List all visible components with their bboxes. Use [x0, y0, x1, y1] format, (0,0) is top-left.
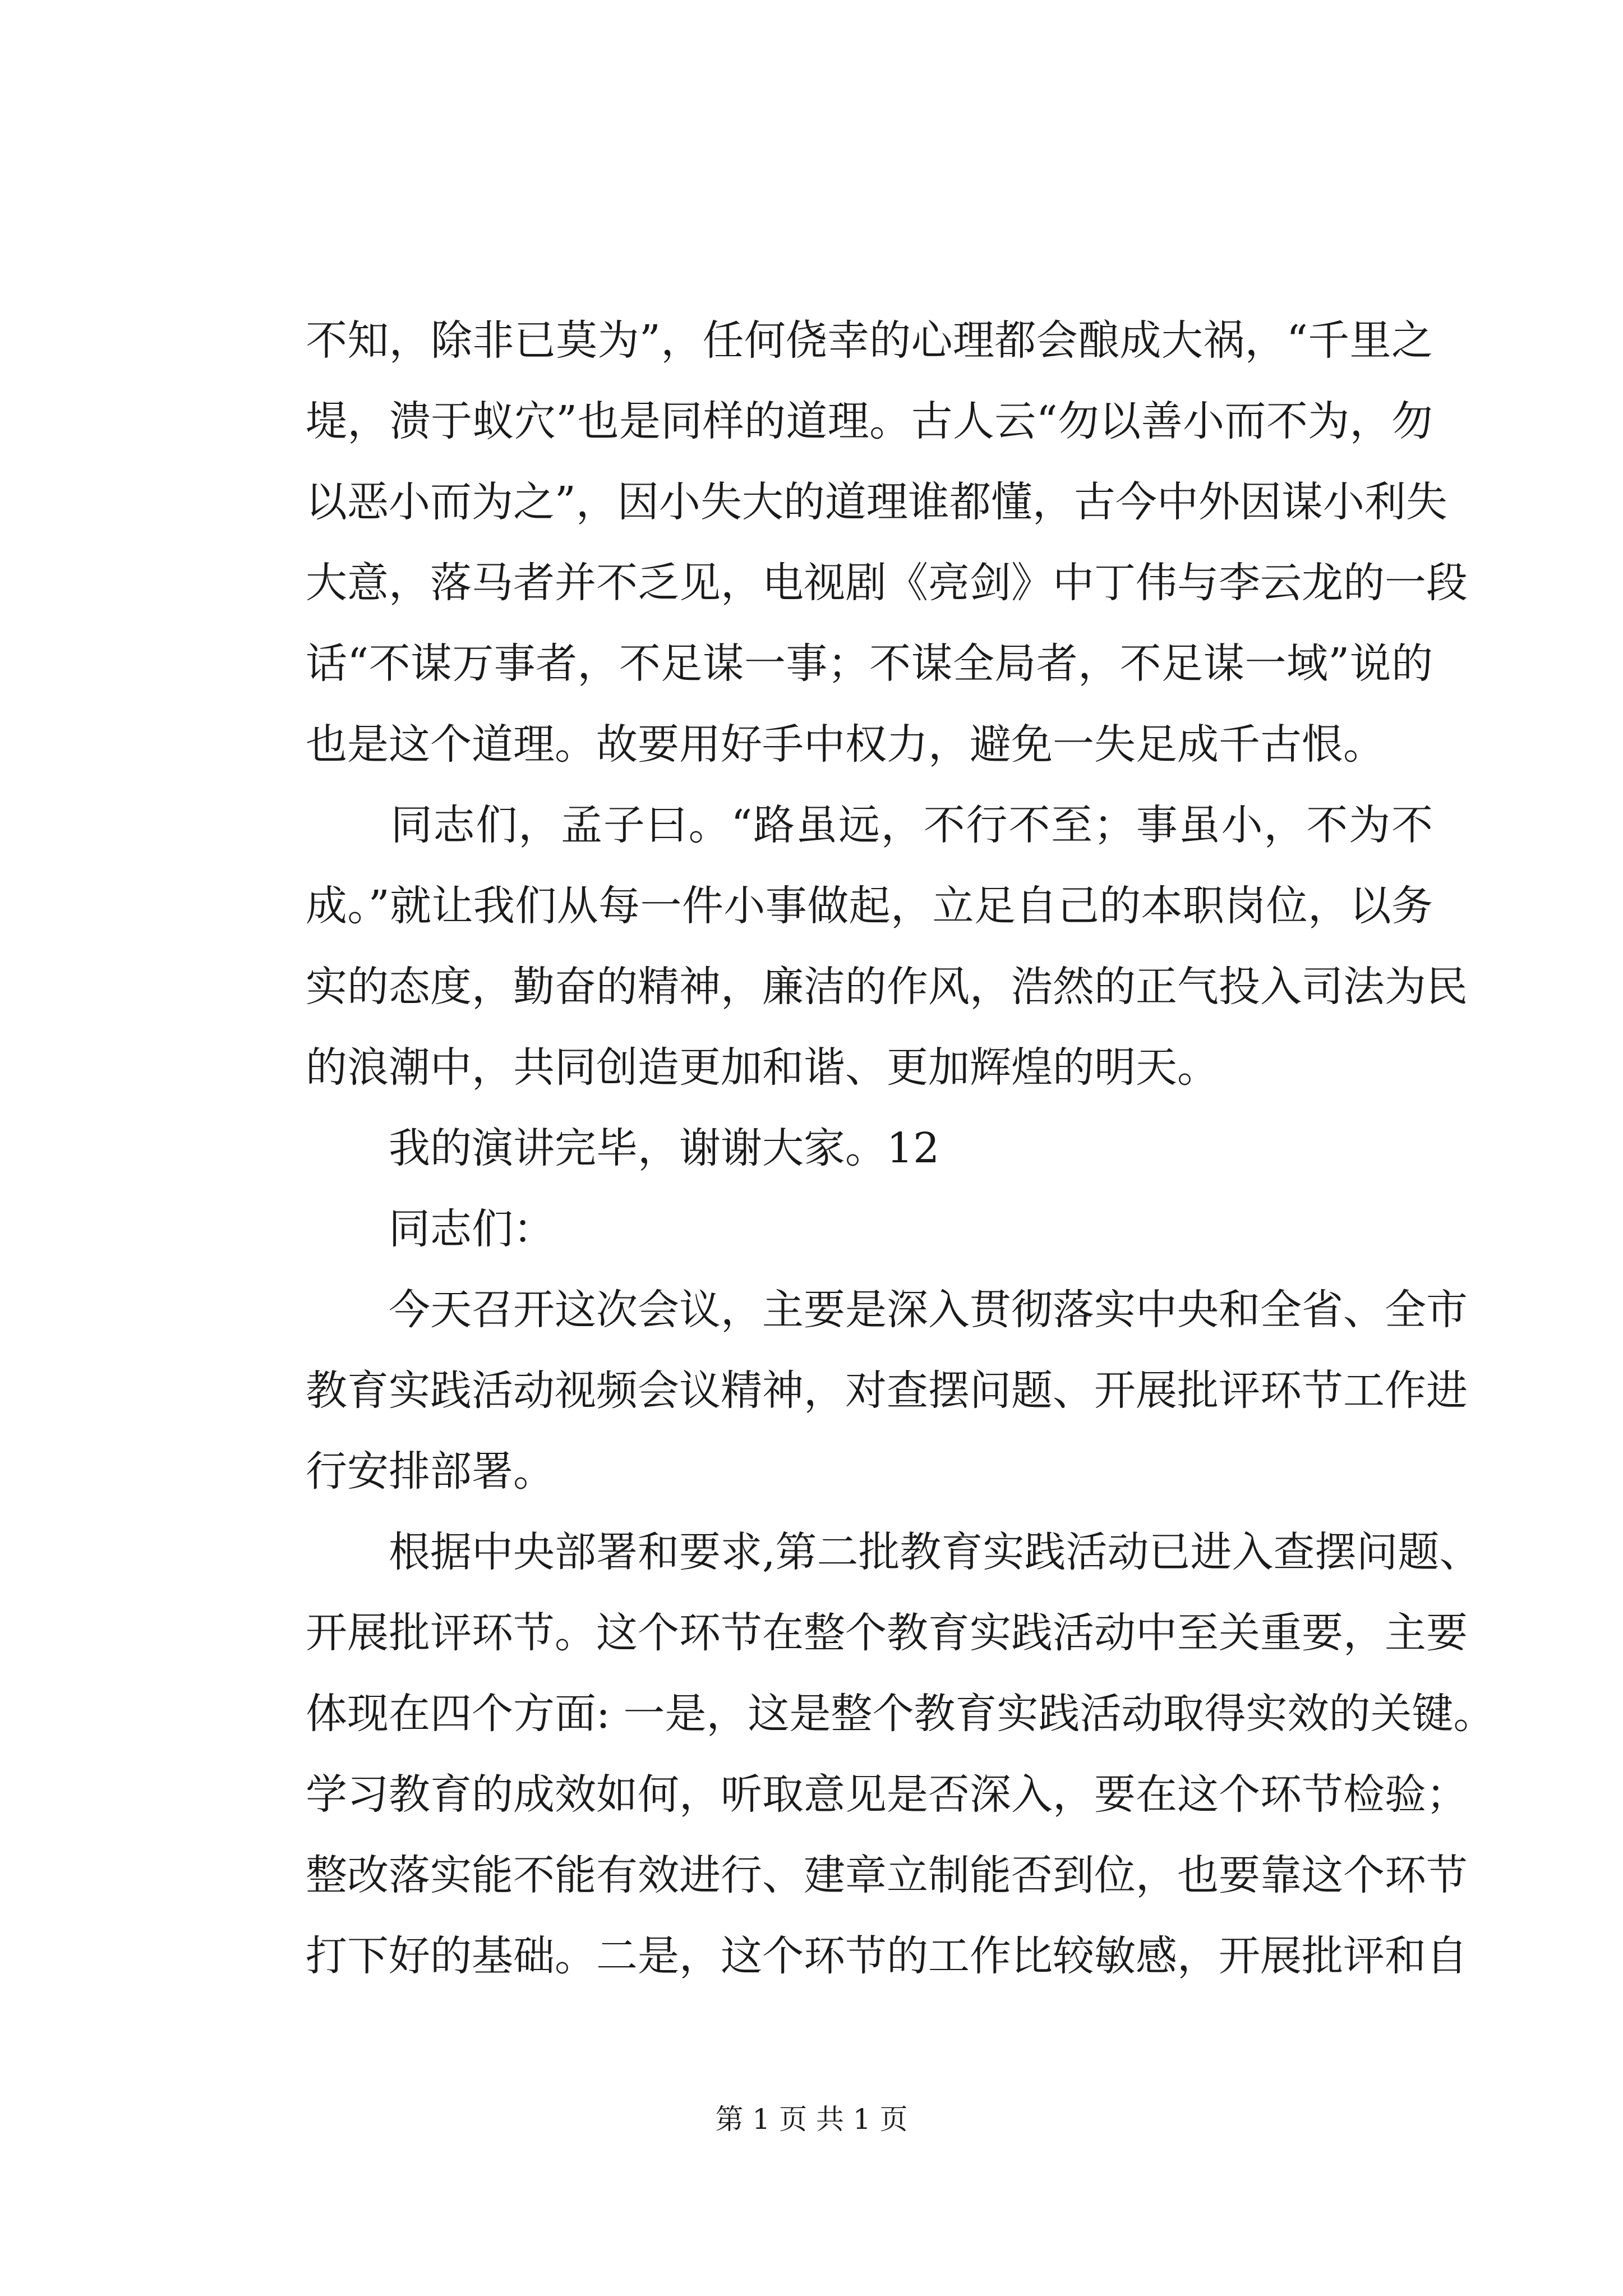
text-line: 学习教育的成效如何，听取意见是否深入，要在这个环节检验； [306, 1770, 1468, 1819]
page-footer: 第 1 页 共 1 页 [715, 2103, 908, 2136]
text-line: 实的态度，勤奋的精神，廉洁的作风，浩然的正气投入司法为民 [306, 963, 1468, 1011]
body-text [306, 300, 1495, 1996]
text-line: 大意，落马者并不乏见，电视剧《亮剑》中丁伟与李云龙的一段 [306, 559, 1468, 607]
text-line: 同志们： [306, 1205, 555, 1253]
text-line: 体现在四个方面: 一是，这是整个教育实践活动取得实效的关键。 [306, 1690, 1495, 1738]
text-line: 我的演讲完毕，谢谢大家。12 [306, 1124, 940, 1172]
text-line: 整改落实能不能有效进行、建章立制能否到位，也要靠这个环节 [306, 1851, 1468, 1899]
text-line: 同志们，孟子曰。“路虽远，不行不至；事虽小，不为不 [306, 801, 1433, 849]
text-line: 开展批评环节。这个环节在整个教育实践活动中至关重要，主要 [306, 1609, 1468, 1657]
text-line: 今天召开这次会议，主要是深入贯彻落实中央和全省、全市 [306, 1286, 1468, 1334]
text-line: 不知，除非已莫为”，任何侥幸的心理都会酿成大祸，“千里之 [306, 316, 1433, 365]
text-line: 堤，溃于蚁穴”也是同样的道理。古人云“勿以善小而不为，勿 [306, 397, 1433, 445]
text-line: 教育实践活动视频会议精神，对查摆问题、开展批评环节工作进 [306, 1366, 1468, 1415]
text-line: 行安排部署。 [306, 1447, 555, 1496]
text-line: 的浪潮中，共同创造更加和谐、更加辉煌的明天。 [306, 1043, 1219, 1092]
text-line: 打下好的基础。二是，这个环节的工作比较敏感，开展批评和自 [306, 1932, 1468, 1980]
text-line: 成。”就让我们从每一件小事做起，立足自己的本职岗位，以务 [306, 882, 1433, 930]
text-line: 根据中央部署和要求,第二批教育实践活动已进入查摆问题、 [306, 1528, 1481, 1576]
text-line: 以恶小而为之”，因小失大的道理谁都懂，古今中外因谋小利失 [306, 478, 1447, 526]
text-line: 话“不谋万事者，不足谋一事；不谋全局者，不足谋一域”说的 [306, 639, 1433, 688]
text-line: 也是这个道理。故要用好手中权力，避免一失足成千古恨。 [306, 720, 1385, 769]
